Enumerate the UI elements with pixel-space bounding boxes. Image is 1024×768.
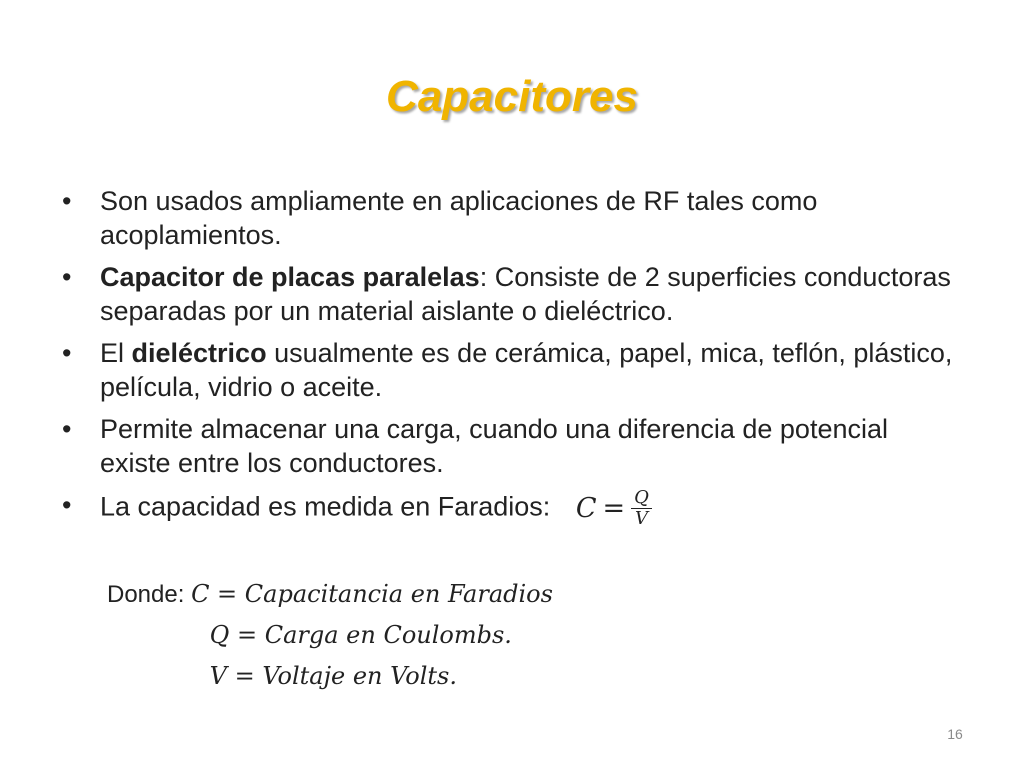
bullet-dot-icon: •: [62, 338, 72, 368]
definition-row: [107, 615, 907, 656]
bullet-prefix-text: El: [100, 338, 132, 368]
page-number: 16: [947, 726, 963, 742]
formula-lhs: C: [575, 492, 597, 524]
formula-fraction: [631, 488, 652, 529]
bullet-bold-text: Capacitor de placas paralelas: [100, 262, 480, 292]
bullet-text: Permite almacenar una carga, cuando una diferencia de potencial existe entre los conductores.: [100, 414, 888, 478]
bullet-dot-icon: •: [62, 186, 72, 216]
definition-text: V = Voltaje en Volts.: [209, 662, 457, 690]
bullet-text: : Consiste de 2 superficies conductoras separadas por un material aislante o dieléctrico.: [100, 262, 951, 326]
bullet-bold-text: dieléctrico: [131, 338, 267, 368]
definition-row: [107, 656, 907, 697]
bullet-item: [60, 412, 960, 480]
bullet-text: Son usados ampliamente en aplicaciones de RF tales como acoplamientos.: [100, 186, 818, 250]
bullet-item: [60, 260, 960, 328]
bullet-dot-icon: •: [62, 414, 72, 444]
definitions-block: [107, 574, 907, 697]
bullet-text: La capacidad es medida en Faradios:: [100, 491, 551, 522]
bullet-item: [60, 336, 960, 404]
bullet-dot-icon: •: [62, 262, 72, 292]
definition-row: [107, 574, 907, 615]
capacitance-formula: [576, 488, 652, 529]
bullet-item: [60, 488, 960, 529]
definitions-label: Donde:: [107, 581, 185, 608]
definition-text: Q = Carga en Coulombs.: [209, 621, 512, 649]
formula-numerator: Q: [631, 488, 652, 509]
slide-title: Capacitores: [386, 72, 638, 121]
bullet-text: usualmente es de cerámica, papel, mica, teflón, plástico, película, vidrio o aceite.: [100, 338, 953, 402]
bullet-list: [60, 184, 960, 537]
definition-text: C = Capacitancia en Faradios: [191, 580, 553, 608]
formula-denominator: V: [634, 508, 648, 529]
bullet-dot-icon: •: [62, 490, 72, 520]
formula-equals: =: [602, 492, 626, 524]
bullet-item: [60, 184, 960, 252]
